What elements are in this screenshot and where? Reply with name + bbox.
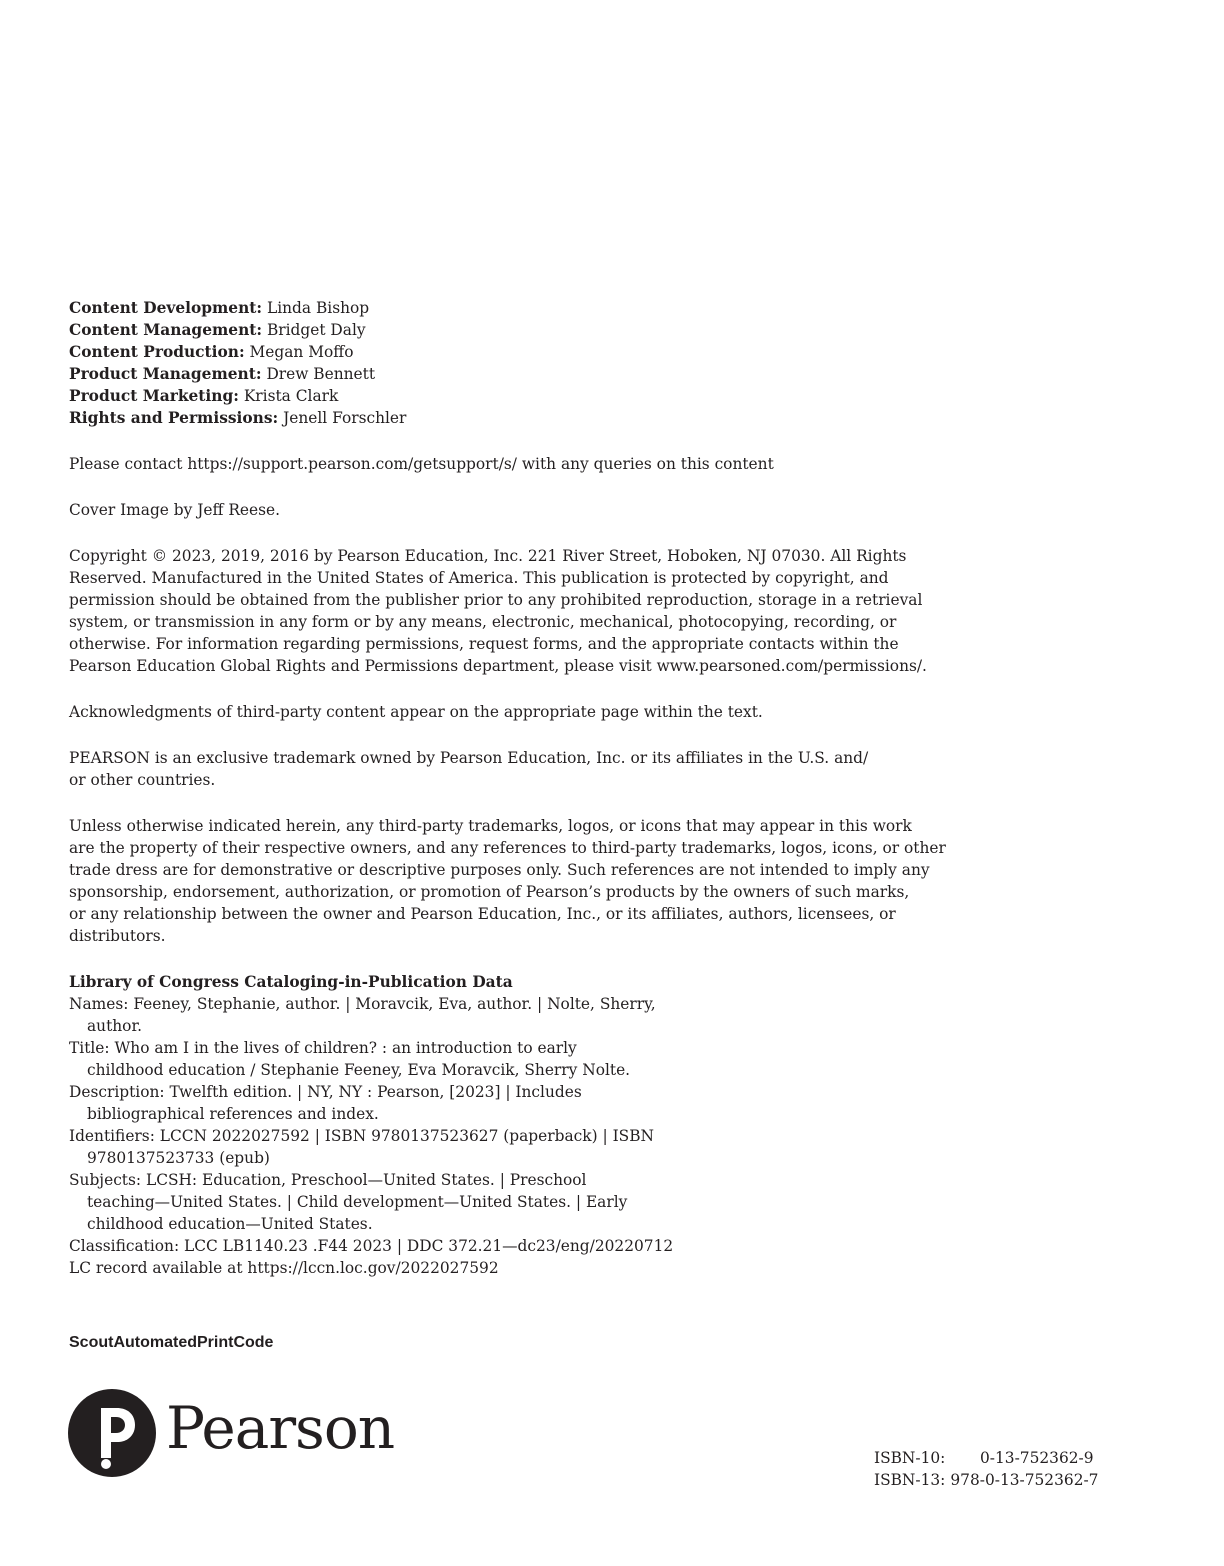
trademark-paragraph: PEARSON is an exclusive trademark owned by Pearson Education, Inc. or its affiliates in the U.S. and/ or other countries. <box>69 749 869 789</box>
credit-line: Product Management: Drew Bennett <box>69 365 376 383</box>
credit-line: Product Marketing: Krista Clark <box>69 387 339 405</box>
cip-entry: Title: Who am I in the lives of children? : an introduction to early childhood education / Stephanie Feeney, Eva Moravcik, Sherry Nolte. <box>69 1039 631 1079</box>
credit-line: Content Development: Linda Bishop <box>69 299 370 317</box>
acknowledgments-paragraph: Acknowledgments of third-party content appear on the appropriate page within the text. <box>69 703 763 721</box>
credit-line: Content Production: Megan Moffo <box>69 343 354 361</box>
third-party-paragraph: Unless otherwise indicated herein, any third-party trademarks, logos, or icons that may appear in this work are the property of their respective owners, and any references to third-party trademarks, logos, icons, or other trade dress are for demonstrative or descriptive purposes only. Such references are not intended to imply any sponsorship, endorsement, authorization, or promotion of Pearson’s products by the owners of such marks, or any relationship between the owner and Pearson Education, Inc., or its affiliates, authors, licensees, or distributors. <box>69 817 946 945</box>
cip-entry: Identifiers: LCCN 2022027592 | ISBN 9780137523627 (paperback) | ISBN 9780137523733 (epub) <box>69 1127 654 1167</box>
copyright-paragraph: Copyright © 2023, 2019, 2016 by Pearson Education, Inc. 221 River Street, Hoboken, NJ 07030. All Rights Reserved. Manufactured in the United States of America. This publication is protected by copyright, and permission should be obtained from the publisher prior to any prohibited reproduction, storage in a retrieval system, or transmission in any form or by any means, electronic, mechanical, photocopying, recording, or otherwise. For information regarding permissions, request forms, and the appropriate contacts within the Pearson Education Global Rights and Permissions department, please visit www.pearsoned.com/permissions/. <box>69 547 927 675</box>
cip-entry: Names: Feeney, Stephanie, author. | Moravcik, Eva, author. | Nolte, Sherry, author. <box>69 995 656 1035</box>
cover-credit: Cover Image by Jeff Reese. <box>69 501 281 519</box>
pearson-wordmark: Pearson <box>166 1394 395 1462</box>
cip-entry: LC record available at https://lccn.loc.gov/2022027592 <box>69 1259 499 1277</box>
isbn-13: ISBN-13: 978-0-13-752362-7 <box>874 1471 1099 1489</box>
cip-entry: Description: Twelfth edition. | NY, NY : Pearson, [2023] | Includes bibliographical references and index. <box>69 1083 582 1123</box>
cip-title: Library of Congress Cataloging-in-Publication Data <box>69 973 513 991</box>
cip-entry: Subjects: LCSH: Education, Preschool—United States. | Preschool teaching—United States. | Child development—United States. | Early childhood education—United States. <box>69 1171 628 1233</box>
cip-entry: Classification: LCC LB1140.23 .F44 2023 | DDC 372.21—dc23/eng/20220712 <box>69 1237 674 1255</box>
credit-line: Rights and Permissions: Jenell Forschler <box>69 409 407 427</box>
print-code: ScoutAutomatedPrintCode <box>69 1334 274 1351</box>
cip-entries <box>69 993 969 1279</box>
contact-paragraph: Please contact https://support.pearson.com/getsupport/s/ with any queries on this content <box>69 455 774 473</box>
cip-data-block <box>69 971 969 1279</box>
isbn-10: ISBN-10: 0-13-752362-9 <box>874 1449 1094 1467</box>
credit-line: Content Management: Bridget Daly <box>69 321 366 339</box>
isbn-block <box>874 1447 1098 1491</box>
pearson-logo-icon <box>68 1386 156 1480</box>
credits-block <box>69 297 969 429</box>
